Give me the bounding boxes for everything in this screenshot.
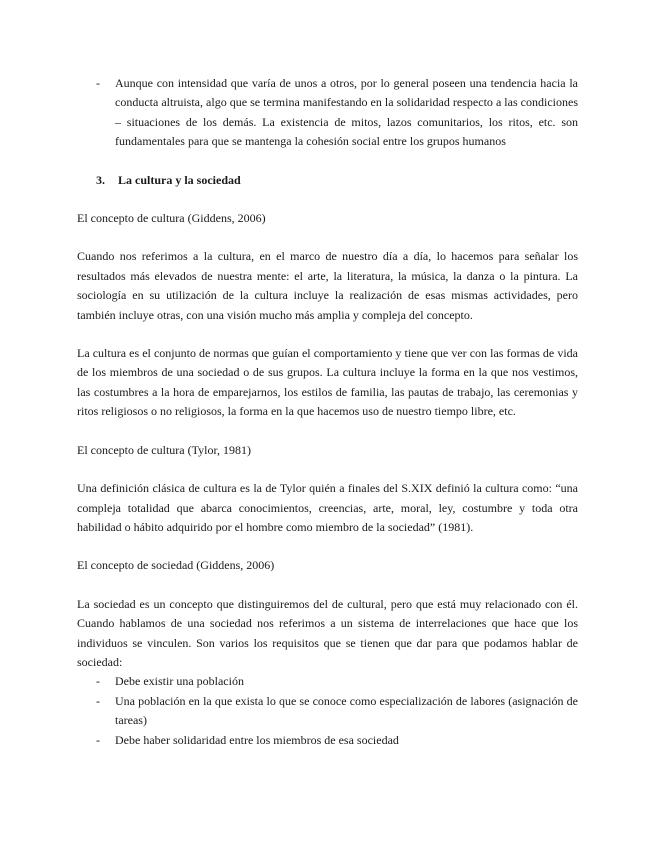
list-item-text: Debe haber solidaridad entre los miembros de esa sociedad (115, 732, 399, 747)
requirements-list (77, 672, 578, 750)
list-item-text: Una población en la que exista lo que se conoce como especialización de labores (asignación de tareas) (115, 693, 578, 728)
paragraph-culture-norms: La cultura es el conjunto de normas que guían el comportamiento y tiene que ver con las formas de vida de los miembros de una sociedad o de sus grupos. La cultura incluye la forma en la que nos vestimos, las costumbres a la hora de emparejarnos, los estilos de familia, las pautas de trabajo, las ceremonias y ritos religiosos o no religiosos, la forma en la que hacemos uso de nuestro tiempo libre, etc. (77, 346, 578, 419)
list-item (77, 692, 578, 731)
section-heading (77, 171, 578, 190)
list-item (77, 731, 578, 750)
list-item (77, 672, 578, 691)
bullet-dash: - (96, 76, 100, 90)
section-title: La cultura y la sociedad (118, 172, 241, 187)
section-number: 3. (96, 172, 105, 187)
paragraph-tylor-definition: Una definición clásica de cultura es la de Tylor quién a finales del S.XIX definió la cultura como: “una compleja totalidad que abarca conocimientos, creencias, arte, moral, ley, costumbre y toda otra habilidad o hábito adquirido por el hombre como miembro de la sociedad” (1981). (77, 481, 578, 534)
intro-bullet-text: Aunque con intensidad que varía de unos a otros, por lo general poseen una tendencia hacia la conducta altruista, algo que se termina manifestando en la solidaridad respecto a las condiciones – situaciones de los demás. La existencia de mitos, lazos comunitarios, los ritos, etc. son fundamentales para que se mantenga la cohesión social entre los grupos humanos (115, 76, 578, 149)
paragraph-culture-definition: Cuando nos referimos a la cultura, en el marco de nuestro día a día, lo hacemos para señalar los resultados más elevados de nuestra mente: el arte, la literatura, la música, la danza o la pintura. La sociología en su utilización de la cultura incluye la realización de esas mismas actividades, pero también incluye otras, con una visión mucho más amplia y compleja del concepto. (77, 249, 578, 322)
list-item-text: Debe existir una población (115, 674, 244, 689)
subheading-society-giddens: El concepto de sociedad (Giddens, 2006) (77, 558, 275, 573)
bullet-dash: - (96, 693, 100, 708)
page-content (77, 74, 578, 750)
subheading-culture-giddens: El concepto de cultura (Giddens, 2006) (77, 211, 266, 226)
intro-bullet-item (77, 74, 578, 152)
bullet-dash: - (96, 674, 100, 689)
bullet-dash: - (96, 732, 100, 747)
paragraph-society-definition: La sociedad es un concepto que distinguiremos del de cultural, pero que está muy relacionado con él. Cuando hablamos de una sociedad nos referimos a un sistema de interrelaciones que hace que los individuos se vinculen. Son varios los requisitos que se tienen que dar para que podamos hablar de sociedad: (77, 596, 578, 669)
subheading-culture-tylor: El concepto de cultura (Tylor, 1981) (77, 442, 251, 457)
